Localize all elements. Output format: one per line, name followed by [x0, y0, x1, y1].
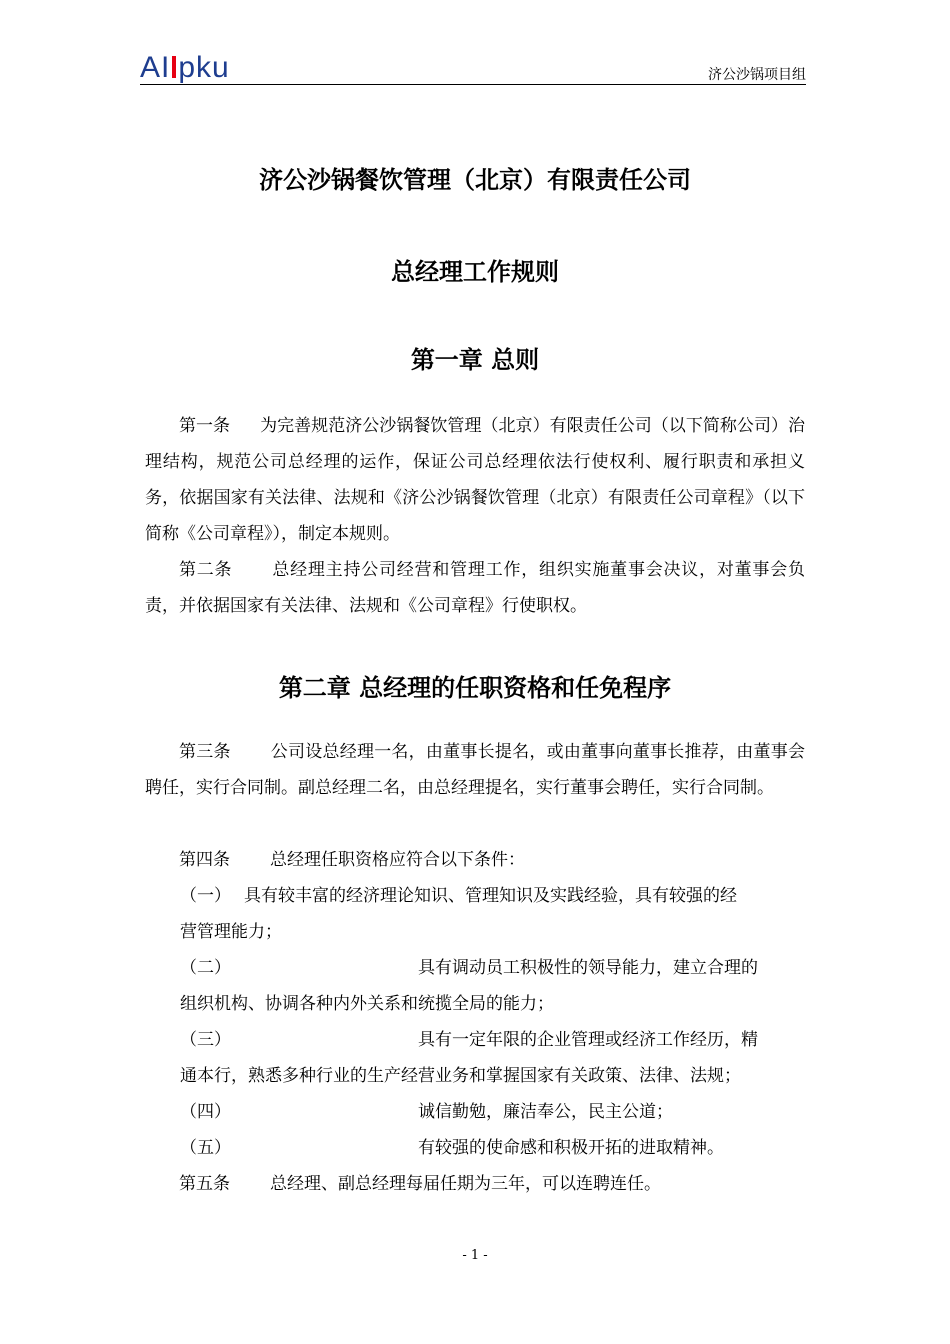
article-4-number: 第四条: [179, 850, 230, 870]
condition-4-text: 诚信勤勉，廉洁奉公，民主公道；: [418, 1102, 673, 1122]
condition-2-text: 具有调动员工积极性的领导能力，建立合理的: [418, 958, 758, 978]
article-4: [145, 842, 805, 878]
condition-4-label: （四）: [180, 1102, 231, 1122]
article-1-number: 第一条: [179, 416, 231, 436]
article-2: [145, 552, 805, 624]
article-3-text: 公司设总经理一名，由董事长提名，或由董事向董事长推荐，由董事会聘任，实行合同制。副总经理二名，由总经理提名，实行董事会聘任，实行合同制。: [145, 742, 806, 798]
article-1: [145, 408, 805, 552]
condition-1-continuation: 营管理能力；: [180, 922, 282, 942]
article-5-number: 第五条: [179, 1174, 230, 1194]
condition-2-label: （二）: [180, 958, 231, 978]
condition-1-label: （一）: [180, 886, 231, 906]
condition-3-text: 具有一定年限的企业管理或经济工作经历，精: [418, 1030, 758, 1050]
condition-2-continuation: 组织机构、协调各种内外关系和统揽全局的能力；: [180, 994, 554, 1014]
article-3: [145, 734, 805, 806]
chapter-2-heading: 第二章 总经理的任职资格和任免程序: [278, 674, 672, 702]
condition-5-text: 有较强的使命感和积极开拓的进取精神。: [418, 1138, 724, 1158]
article-2-number: 第二条: [179, 560, 233, 580]
article-1-text: 为完善规范济公沙锅餐饮管理（北京）有限责任公司（以下简称公司）治理结构，规范公司总经理的运作，保证公司总经理依法行使权利、履行职责和承担义务，依据国家有关法律、法规和《济公沙锅餐饮管理（北京）有限责任公司章程》（以下简称《公司章程》），制定本规则。: [145, 416, 806, 544]
article-4-text: 总经理任职资格应符合以下条件：: [270, 850, 525, 870]
article-3-number: 第三条: [179, 742, 231, 762]
page-number: - 1 -: [462, 1248, 488, 1263]
header-project-name: 济公沙锅项目组: [708, 67, 806, 83]
logo-bar: [172, 56, 176, 78]
company-title: 济公沙锅餐饮管理（北京）有限责任公司: [259, 166, 691, 194]
article-2-text: 总经理主持公司经营和管理工作，组织实施董事会决议，对董事会负责，并依据国家有关法律、法规和《公司章程》行使职权。: [145, 560, 805, 616]
condition-5-label: （五）: [180, 1138, 231, 1158]
header-divider: [140, 84, 806, 85]
article-5: [145, 1166, 805, 1202]
condition-3-continuation: 通本行，熟悉多种行业的生产经营业务和掌握国家有关政策、法律、法规；: [180, 1066, 741, 1086]
condition-3-label: （三）: [180, 1030, 231, 1050]
chapter-1-heading: 第一章 总则: [410, 346, 540, 374]
article-5-text: 总经理、副总经理每届任期为三年，可以连聘连任。: [270, 1174, 661, 1194]
company-logo: AI pku: [140, 51, 230, 84]
document-title: 总经理工作规则: [391, 258, 559, 286]
condition-1-text: 具有较丰富的经济理论知识、管理知识及实践经验，具有较强的经: [244, 886, 737, 906]
